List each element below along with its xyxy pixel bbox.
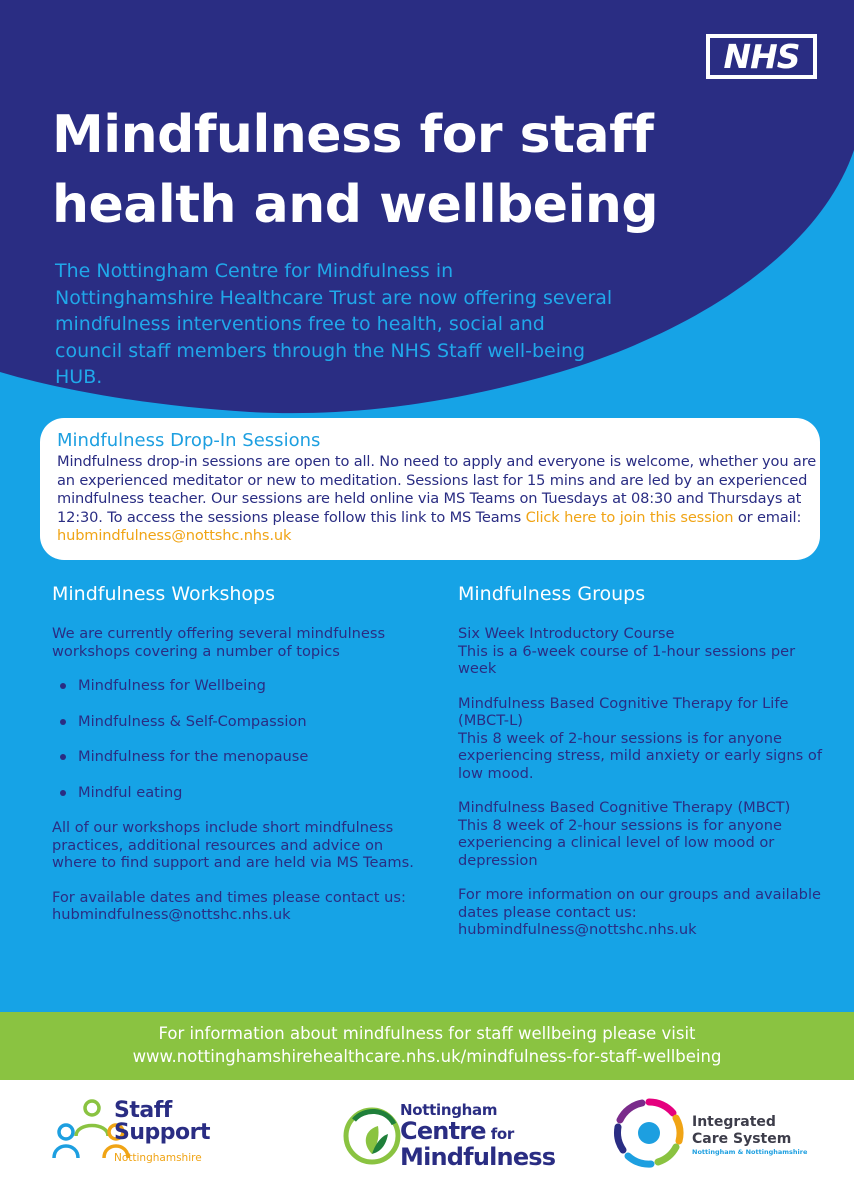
drop-in-heading: Mindfulness Drop-In Sessions [57, 430, 321, 451]
logo-line: Staff [114, 1098, 172, 1123]
workshops-details: All of our workshops include short mindfulness practices, additional resources and advice on where to find support and are held via MS Teams. [52, 819, 414, 871]
course-item [458, 625, 828, 678]
logo-word: Centre [400, 1117, 486, 1145]
workshops-intro: We are currently offering several mindfulness workshops covering a number of topics [52, 625, 386, 660]
footer-text [0, 1022, 854, 1068]
drop-in-body [57, 453, 817, 546]
list-item-label: Mindfulness & Self-Compassion [78, 712, 307, 730]
workshops-heading: Mindfulness Workshops [52, 583, 275, 605]
workshops-column [52, 582, 422, 924]
footer-info-line: For information about mindfulness for staff wellbeing please visit [158, 1024, 696, 1043]
drop-in-email-link[interactable]: hubmindfulness@nottshc.nhs.uk [57, 527, 292, 545]
workshops-email[interactable]: hubmindfulness@nottshc.nhs.uk [52, 906, 291, 923]
course-name: Mindfulness Based Cognitive Therapy for Life (MBCT-L) [458, 694, 789, 729]
nottingham-centre-for-mindfulness-logo [342, 1098, 556, 1173]
nhs-logo-text: NHS [710, 38, 813, 75]
course-description: This is a 6-week course of 1-hour sessions per week [458, 642, 796, 677]
integrated-care-system-logo [612, 1096, 822, 1171]
ics-wordmark [692, 1114, 791, 1148]
staff-support-sub: Nottinghamshire [114, 1152, 202, 1164]
logo-line: Nottingham [400, 1101, 498, 1119]
logo-line: Care System [692, 1131, 792, 1147]
workshops-contact: For available dates and times please contact us: [52, 888, 406, 906]
ncm-wordmark [400, 1102, 555, 1170]
course-name: Six Week Introductory Course [458, 625, 675, 642]
list-item [52, 748, 422, 766]
groups-contact: For more information on our groups and available dates please contact us: [458, 886, 821, 921]
groups-column [458, 582, 828, 939]
logo-line: Integrated [692, 1114, 776, 1130]
drop-in-text: Mindfulness drop-in sessions are open to all. No need to apply and everyone is welcome, whether you are an experienced meditator or new to meditation. Sessions last for 15 mins and are led by an experienced mindfulness teacher. Our sessions are held online via MS Teams on Tuesdays at 08:30 and Thursdays at 12:30. To access the sessions please follow this link to MS Teams [57, 453, 817, 526]
page-title: Mindfulness for staff health and wellbeing [52, 105, 659, 235]
join-session-link[interactable]: Click here to join this session [525, 508, 734, 526]
groups-email[interactable]: hubmindfulness@nottshc.nhs.uk [458, 921, 697, 938]
course-item [458, 799, 828, 869]
ics-sub: Nottingham & Nottinghamshire [692, 1148, 808, 1156]
bullet-icon [60, 754, 66, 760]
footer-url-link[interactable]: www.nottinghamshirehealthcare.nhs.uk/mindfulness-for-staff-wellbeing [132, 1047, 722, 1066]
intro-paragraph: The Nottingham Centre for Mindfulness in Nottinghamshire Healthcare Trust are now offering several mindfulness interventions free to health, social and council staff members through the NHS Staff well-being HUB. [55, 260, 613, 388]
list-item-label: Mindful eating [78, 783, 183, 801]
course-description: This 8 week of 2-hour sessions is for anyone experiencing stress, mild anxiety or early signs of low mood. [458, 729, 822, 782]
logo-word: for [490, 1125, 515, 1143]
logo-line: Mindfulness [400, 1143, 556, 1171]
email-prefix: or email: [733, 508, 802, 526]
staff-support-wordmark [114, 1100, 210, 1144]
drop-in-sessions-card [40, 418, 820, 560]
list-item-label: Mindfulness for Wellbeing [78, 677, 266, 694]
list-item [52, 713, 422, 731]
course-name: Mindfulness Based Cognitive Therapy (MBCT) [458, 799, 791, 816]
bullet-icon [60, 790, 66, 796]
nhs-logo [706, 34, 817, 79]
list-item-label: Mindfulness for the menopause [78, 748, 309, 765]
bullet-icon [60, 719, 66, 725]
leaf-circle-icon [342, 1102, 402, 1168]
list-item [52, 677, 422, 695]
logo-line: Support [114, 1120, 210, 1145]
workshops-list [52, 677, 422, 801]
staff-support-logo [52, 1098, 252, 1168]
logo-line [400, 1118, 555, 1144]
course-description: This 8 week of 2-hour sessions is for anyone experiencing a clinical level of low mood or depression [458, 816, 782, 869]
list-item [52, 784, 422, 802]
people-circle-icon [612, 1096, 686, 1170]
groups-heading: Mindfulness Groups [458, 583, 646, 605]
bullet-icon [60, 683, 66, 689]
course-item [458, 695, 828, 783]
